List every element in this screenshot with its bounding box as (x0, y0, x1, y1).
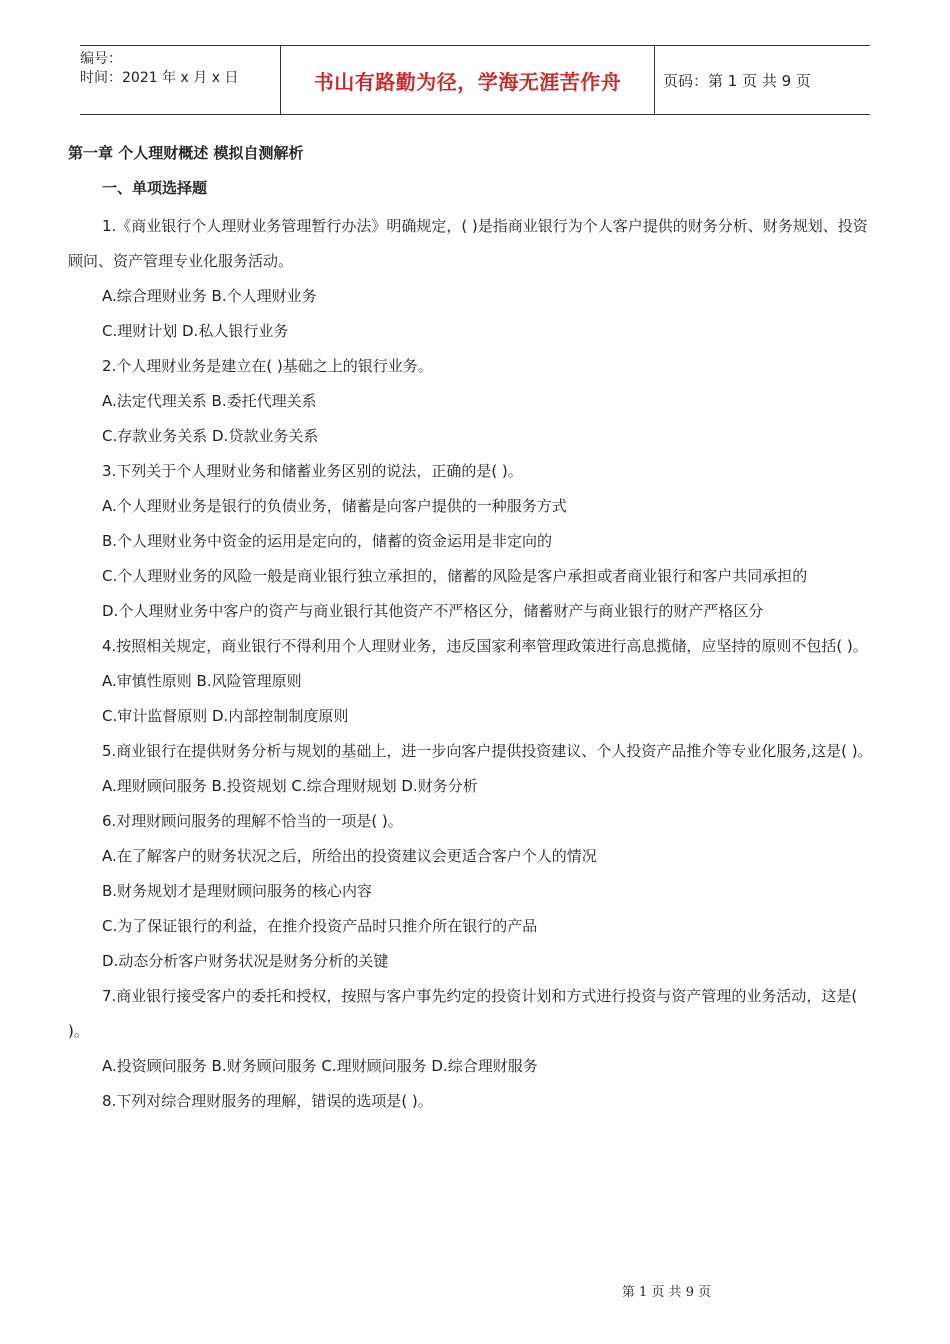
question-text: 2.个人理财业务是建立在( )基础之上的银行业务。 (102, 357, 433, 375)
header-motto: 书山有路勤为径，学海无涯苦作舟 (313, 69, 622, 94)
option-line: A.理财顾问服务 B.投资规划 C.综合理财规划 D.财务分析 (102, 777, 478, 795)
option-line: A.审慎性原则 B.风险管理原则 (102, 672, 302, 690)
option-line: C.存款业务关系 D.贷款业务关系 (102, 427, 319, 445)
question-text: 8.下列对综合理财服务的理解，错误的选项是( )。 (102, 1092, 433, 1110)
option-line: A.在了解客户的财务状况之后，所给出的投资建议会更适合客户个人的情况 (102, 847, 597, 865)
option-line: C.理财计划 D.私人银行业务 (102, 322, 289, 340)
question-text: 6.对理财顾问服务的理解不恰当的一项是( )。 (102, 812, 403, 830)
option-line: C.审计监督原则 D.内部控制制度原则 (102, 707, 349, 725)
header-number-label: 编号： (80, 51, 122, 67)
option-line: C.个人理财业务的风险一般是商业银行独立承担的，储蓄的风险是客户承担或者商业银行和客户共同承担的 (102, 567, 808, 585)
option-line: B.个人理财业务中资金的运用是定向的，储蓄的资金运用是非定向的 (102, 532, 553, 550)
question-text: 4.按照相关规定，商业银行不得利用个人理财业务，违反国家利率管理政策进行高息揽储，应坚持的原则不包括( )。 (102, 637, 868, 655)
option-line: A.法定代理关系 B.委托代理关系 (102, 392, 317, 410)
page-footer (0, 1281, 950, 1300)
header-motto-cell (281, 46, 655, 114)
option-line: A.综合理财业务 B.个人理财业务 (102, 287, 317, 305)
question-text: 7.商业银行接受客户的委托和授权，按照与客户事先约定的投资计划和方式进行投资与资产管理的业务活动，这是( )。 (68, 987, 858, 1040)
document-body (68, 142, 876, 1119)
footer-page-number: 第 1 页 共 9 页 (621, 1285, 712, 1300)
option-line: A.投资顾问服务 B.财务顾问服务 C.理财顾问服务 D.综合理财服务 (102, 1057, 538, 1075)
header-page-info: 页码：第 1 页 共 9 页 (663, 71, 811, 90)
option-line: C.为了保证银行的利益，在推介投资产品时只推介所在银行的产品 (102, 917, 538, 935)
header-time-label: 时间：2021 年 x 月 x 日 (80, 70, 239, 86)
header-meta (80, 46, 281, 114)
document-header (80, 45, 870, 115)
option-line: D.动态分析客户财务状况是财务分析的关键 (102, 952, 389, 970)
option-line: A.个人理财业务是银行的负债业务，储蓄是向客户提供的一种服务方式 (102, 497, 567, 515)
option-line: B.财务规划才是理财顾问服务的核心内容 (102, 882, 373, 900)
chapter-title: 第一章 个人理财概述 模拟自测解析 (68, 144, 304, 162)
question-text: 3.下列关于个人理财业务和储蓄业务区别的说法，正确的是( )。 (102, 462, 523, 480)
question-text: 5.商业银行在提供财务分析与规划的基础上，进一步向客户提供投资建议、个人投资产品推介等专业化服务,这是( )。 (102, 742, 873, 760)
section-title: 一、单项选择题 (102, 179, 208, 197)
question-text: 1.《商业银行个人理财业务管理暂行办法》明确规定，( )是指商业银行为个人客户提供的财务分析、财务规划、投资顾问、资产管理专业化服务活动。 (68, 217, 868, 270)
option-line: D.个人理财业务中客户的资产与商业银行其他资产不严格区分，储蓄财产与商业银行的财产严格区分 (102, 602, 764, 620)
